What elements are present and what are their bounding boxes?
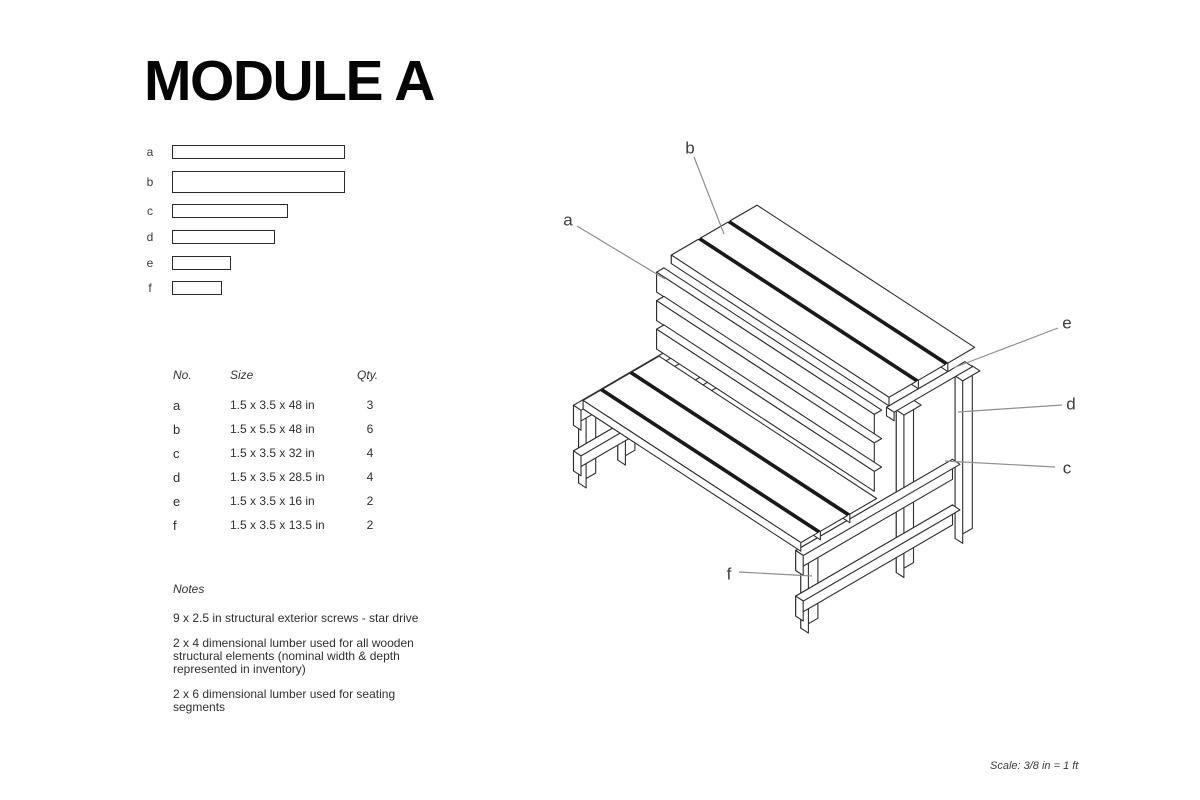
notes-heading: Notes — [173, 582, 205, 596]
table-cell-qty: 6 — [366, 422, 374, 436]
part-label-b: b — [685, 138, 695, 158]
table-cell-size: 1.5 x 3.5 x 32 in — [230, 446, 315, 460]
table-cell-size: 1.5 x 3.5 x 13.5 in — [230, 518, 325, 532]
legend-letter: d — [146, 229, 154, 244]
table-cell-size: 1.5 x 3.5 x 16 in — [230, 494, 315, 508]
rail-c-upper-left-front — [574, 405, 582, 430]
note-item: 2 x 4 dimensional lumber used for all wooden structural elements (nominal width & depth represented in inventory) — [173, 636, 414, 676]
table-cell-qty: 2 — [366, 494, 374, 508]
table-cell-size: 1.5 x 3.5 x 28.5 in — [230, 470, 325, 484]
part-label-c: c — [1062, 458, 1072, 478]
table-cell-no: f — [173, 518, 177, 533]
note-item: 2 x 6 dimensional lumber used for seating segments — [173, 687, 396, 714]
part-label-e: e — [1062, 313, 1072, 333]
table-cell-no: c — [173, 446, 180, 461]
legend-letter: b — [146, 175, 154, 189]
leader-line-d — [958, 405, 1062, 412]
part-label-f: f — [726, 564, 732, 584]
table-cell-qty: 4 — [366, 446, 374, 460]
table-cell-qty: 2 — [366, 518, 374, 532]
rail-c-upper-right-front — [796, 551, 804, 576]
table-cell-no: a — [173, 398, 181, 413]
table-cell-no: d — [173, 470, 181, 485]
leader-line-a — [577, 226, 665, 279]
column-header: Size — [230, 368, 254, 382]
part-label-d: d — [1066, 394, 1076, 414]
scale-note: Scale: 3/8 in = 1 ft — [990, 760, 1079, 772]
table-cell-qty: 4 — [366, 470, 374, 484]
table-cell-size: 1.5 x 3.5 x 48 in — [230, 398, 315, 412]
note-item: 9 x 2.5 in structural exterior screws - star drive — [173, 611, 419, 625]
post-d-rear-right-front — [955, 376, 963, 543]
leader-line-b — [694, 157, 724, 234]
column-header: Qty. — [357, 368, 379, 382]
column-header: No. — [173, 368, 192, 382]
page-title: MODULE A — [144, 49, 434, 113]
table-cell-no: b — [173, 422, 181, 437]
rail-c-lower-right-front — [796, 596, 804, 621]
legend-letter: a — [146, 145, 154, 159]
table-cell-size: 1.5 x 5.5 x 48 in — [230, 422, 315, 436]
table-cell-no: e — [173, 494, 181, 509]
rail-c-lower-left-front — [574, 451, 582, 476]
table-cell-qty: 3 — [366, 398, 374, 412]
part-label-a: a — [563, 210, 573, 230]
legend-letter: e — [146, 255, 154, 270]
legend-letter: c — [147, 203, 153, 218]
legend-letter: f — [148, 280, 152, 295]
